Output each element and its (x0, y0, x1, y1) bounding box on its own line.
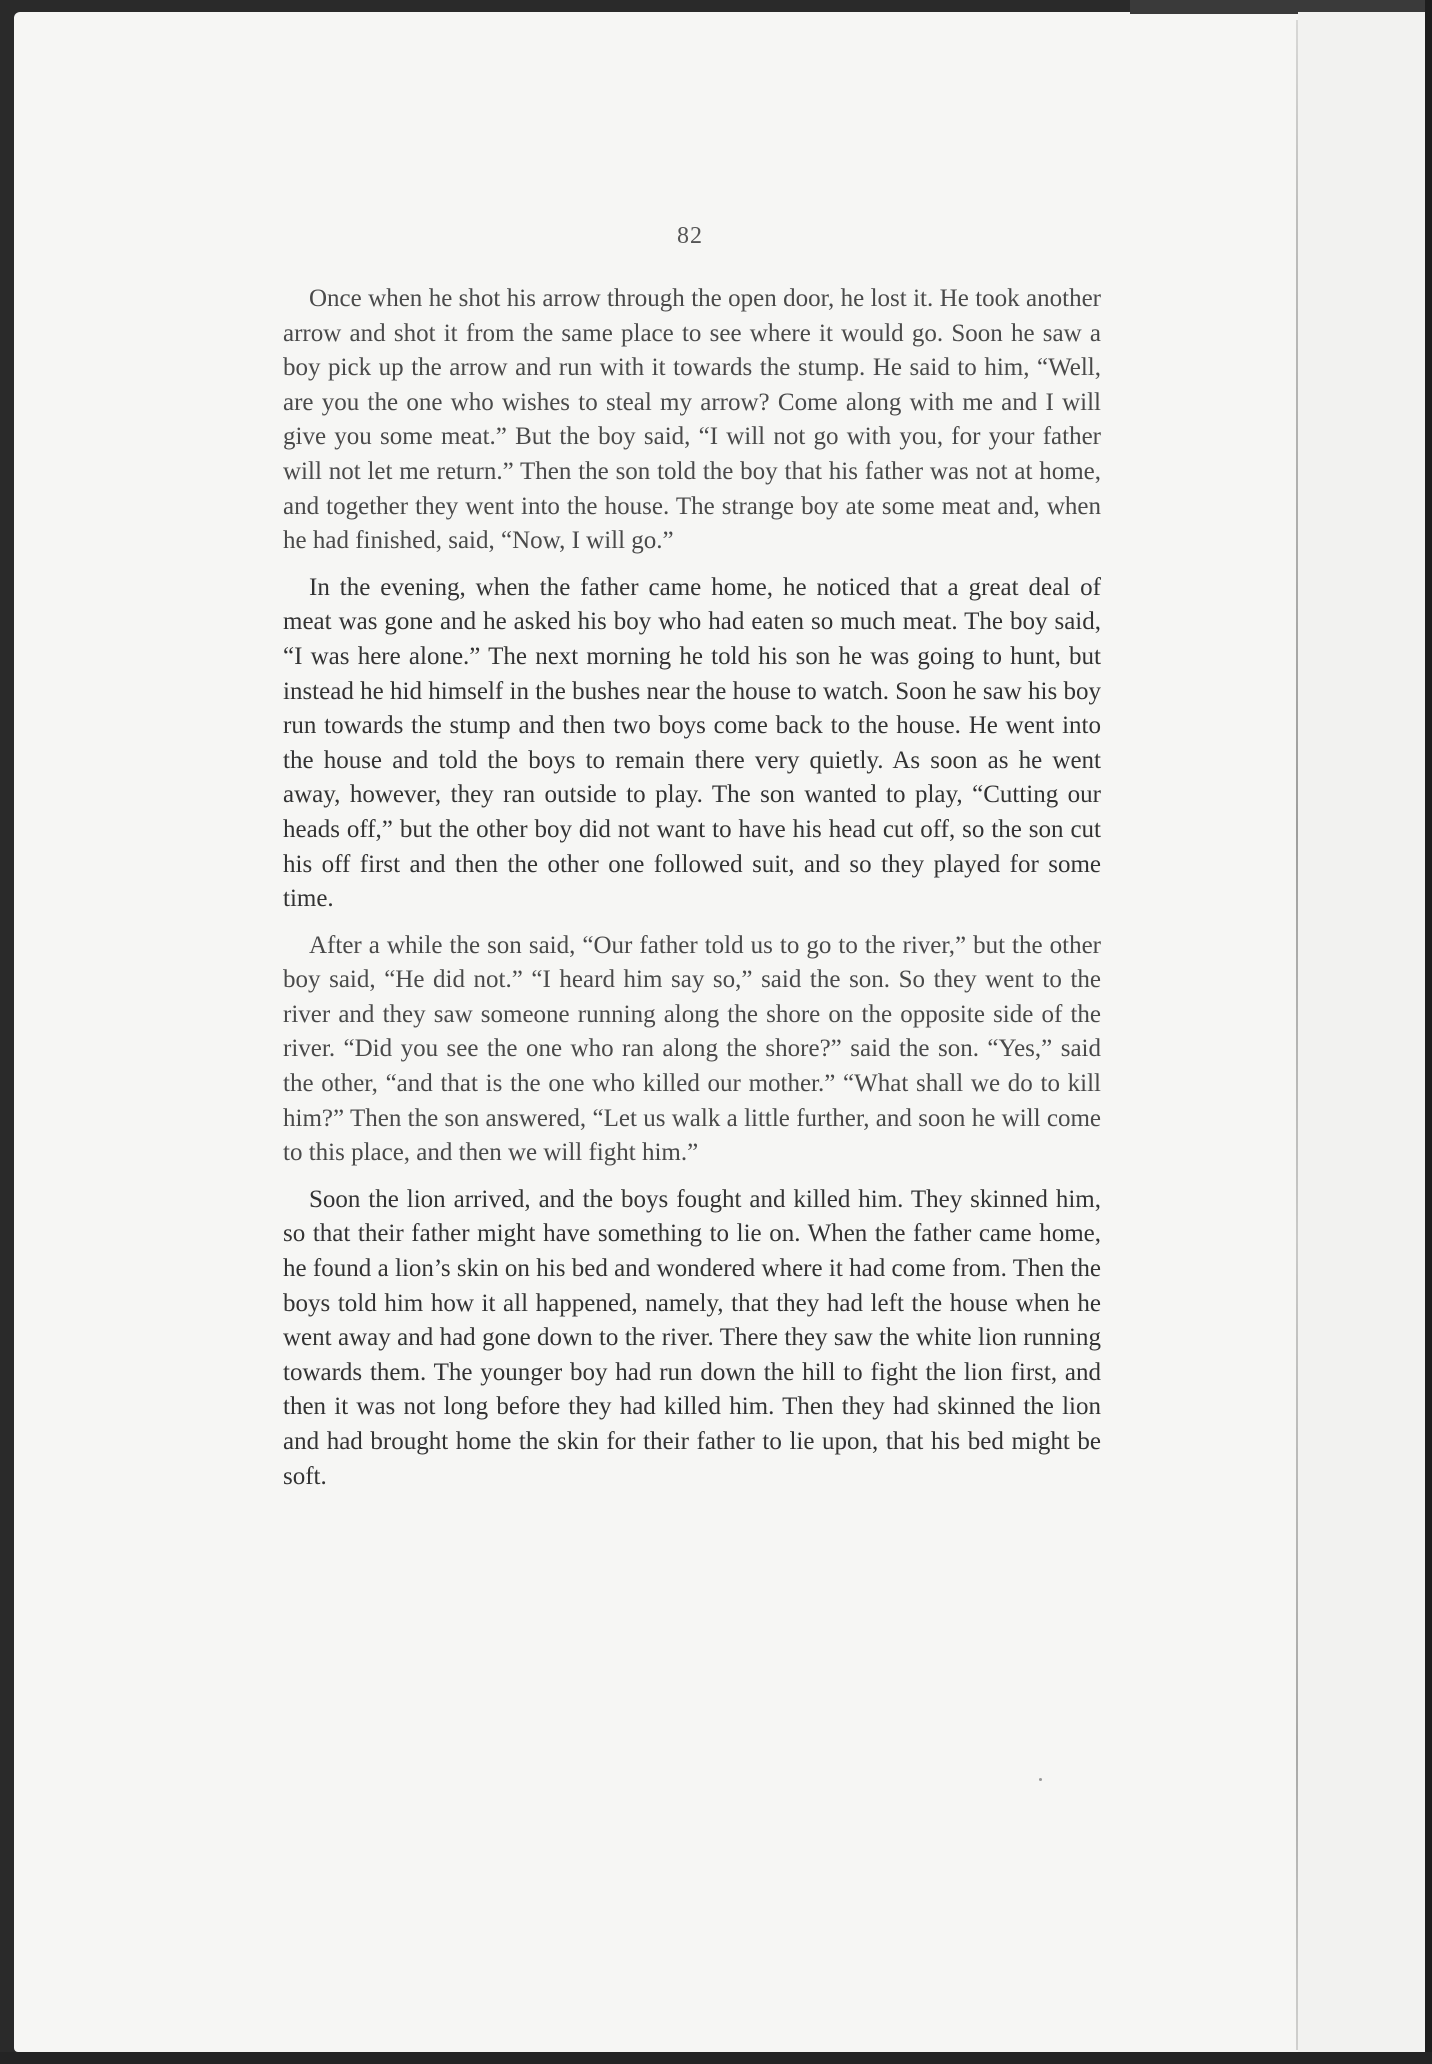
right-dark-edge (1425, 0, 1432, 2064)
paragraph-3: After a while the son said, “Our father told us to go to the river,” but the other boy said, “He did not.” “I heard him say so,” said the son. So they went to the river and they saw someone running along the shore on the opposite side of the river. “Did you see the one who ran along the shore?” said the son. “Yes,” said the other, “and that is the one who killed our mother.” “What shall we do to kill him?” Then the son answered, “Let us walk a little further, and soon he will come to this place, and then we will fight him.” (283, 931, 1101, 1167)
adjacent-leaf (1298, 12, 1432, 2052)
paragraph-1: Once when he shot his arrow through the open door, he lost it. He took another arrow and shot it from the same place to see where it would go. Soon he saw a boy pick up the arrow and run with it towards the stump. He said to him, “Well, are you the one who wishes to steal my arrow? Come along with me and I will give you some meat.” But the boy said, “I will not go with you, for your father will not let me return.” Then the son told the boy that his father was not at home, and together they went into the house. The strange boy ate some meat and, when he had finished, said, “Now, I will go.” (283, 285, 1101, 555)
scan-speck (1039, 1778, 1042, 1781)
page-fold-line (1296, 20, 1298, 2050)
body-text (283, 282, 1101, 1506)
bottom-dark-edge (0, 2052, 1432, 2064)
paragraph-2: In the evening, when the father came home, he noticed that a great deal of meat was gone and he asked his boy who had eaten so much meat. The boy said, “I was here alone.” The next morning he told his son he was going to hunt, but instead he hid himself in the bushes near the house to watch. Soon he saw his boy run towards the stump and then two boys come back to the house. He went into the house and told the boys to remain there very quietly. As soon as he went away, however, they ran outside to play. The son wanted to play, “Cutting our heads off,” but the other boy did not want to have his head cut off, so the son cut his off first and then the other one followed suit, and so they played for some time. (283, 573, 1101, 913)
page-number: 82 (677, 223, 703, 249)
paragraph-4: Soon the lion arrived, and the boys fought and killed him. They skinned him, so that their father might have something to lie on. When the father came home, he found a lion’s skin on his bed and wondered where it had come from. Then the boys told him how it all happened, namely, that they had left the house when he went away and had gone down to the river. There they saw the white lion running towards them. The younger boy had run down the hill to fight the lion first, and then it was not long before they had killed him. Then they had skinned the lion and had brought home the skin for their father to lie upon, that his bed might be soft. (283, 1185, 1101, 1490)
